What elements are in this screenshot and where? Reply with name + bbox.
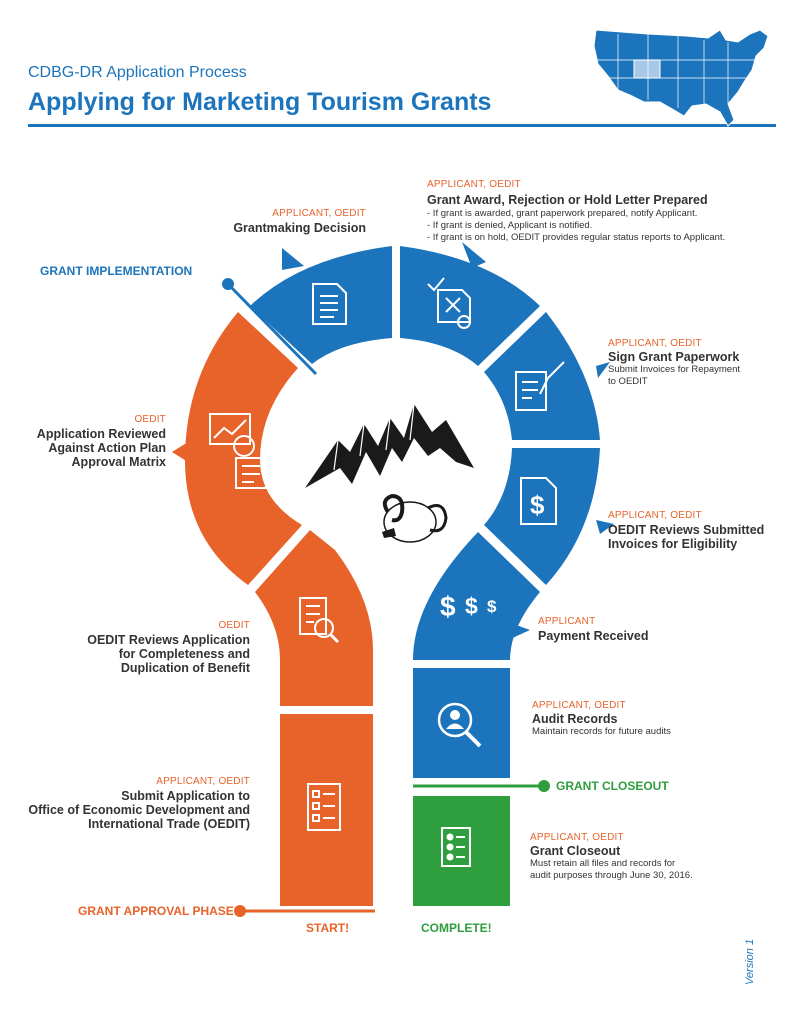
step-award-title: Grant Award, Rejection or Hold Letter Prepared bbox=[427, 193, 708, 207]
step-invoices-title-1: OEDIT Reviews Submitted bbox=[608, 523, 765, 537]
page-title: Applying for Marketing Tourism Grants bbox=[28, 88, 492, 116]
step-audit-text bbox=[532, 700, 732, 738]
step-closeout-text bbox=[530, 832, 740, 882]
step-invoices-role: APPLICANT, OEDIT bbox=[608, 510, 702, 521]
mountains-and-bighorn-ram-icon bbox=[305, 404, 474, 542]
step-reviews-role: OEDIT bbox=[218, 620, 250, 631]
step-closeout-desc-1: Must retain all files and records for bbox=[530, 858, 676, 869]
step-submit-title-2: Office of Economic Development and bbox=[28, 803, 250, 817]
step-closeout-title: Grant Closeout bbox=[530, 844, 621, 858]
step-reviews-title-3: Duplication of Benefit bbox=[120, 661, 250, 675]
step-audit-title: Audit Records bbox=[532, 712, 618, 726]
step-decision-text bbox=[180, 208, 366, 235]
phase-label-implementation: GRANT IMPLEMENTATION bbox=[40, 264, 193, 278]
step-submit-role: APPLICANT, OEDIT bbox=[156, 776, 250, 787]
step-award-desc-2: - If grant is denied, Applicant is notified. bbox=[427, 220, 593, 231]
step-award-desc-1: - If grant is awarded, grant paperwork prepared, notify Applicant. bbox=[427, 208, 698, 219]
complete-label: COMPLETE! bbox=[421, 921, 492, 935]
step-sign-title: Sign Grant Paperwork bbox=[608, 350, 740, 364]
step-invoices-text bbox=[608, 510, 778, 551]
segment-reviewed bbox=[185, 312, 302, 585]
step-payment-title: Payment Received bbox=[538, 629, 649, 643]
svg-text:$: $ bbox=[465, 593, 478, 619]
step-closeout-role: APPLICANT, OEDIT bbox=[530, 832, 624, 843]
step-award-desc-3: - If grant is on hold, OEDIT provides regular status reports to Applicant. bbox=[427, 232, 726, 243]
step-payment-role: APPLICANT bbox=[538, 616, 596, 627]
step-reviewed-role: OEDIT bbox=[134, 414, 166, 425]
phase-label-closeout: GRANT CLOSEOUT bbox=[556, 779, 669, 793]
step-audit-role: APPLICANT, OEDIT bbox=[532, 700, 626, 711]
step-invoices-title-2: Invoices for Eligibility bbox=[608, 537, 738, 551]
step-reviewed-title-2: Against Action Plan bbox=[48, 441, 166, 455]
segment-submit bbox=[280, 714, 373, 906]
step-submit-text bbox=[20, 776, 250, 831]
subtitle: CDBG-DR Application Process bbox=[28, 64, 247, 81]
phase-label-approval: GRANT APPROVAL PHASE bbox=[78, 904, 234, 918]
step-award-text bbox=[427, 179, 767, 244]
step-reviewed-title-3: Approval Matrix bbox=[71, 455, 166, 469]
step-award-role: APPLICANT, OEDIT bbox=[427, 179, 521, 190]
step-reviews-title-1: OEDIT Reviews Application bbox=[87, 633, 250, 647]
step-sign-desc-2: to OEDIT bbox=[608, 376, 648, 387]
step-submit-title-3: International Trade (OEDIT) bbox=[88, 817, 250, 831]
step-closeout-desc-2: audit purposes through June 30, 2016. bbox=[530, 870, 693, 881]
svg-text:$: $ bbox=[440, 591, 456, 622]
step-reviewed-text bbox=[20, 414, 166, 469]
version-label: Version 1 bbox=[744, 938, 756, 985]
segment-closeout bbox=[413, 796, 510, 906]
step-submit-title-1: Submit Application to bbox=[121, 789, 250, 803]
step-sign-text bbox=[608, 338, 778, 388]
segment-audit bbox=[413, 668, 510, 778]
step-sign-desc-1: Submit Invoices for Repayment bbox=[608, 364, 741, 375]
step-reviews-title-2: for Completeness and bbox=[118, 647, 250, 661]
step-payment-text bbox=[538, 616, 708, 643]
step-sign-role: APPLICANT, OEDIT bbox=[608, 338, 702, 349]
step-decision-role: APPLICANT, OEDIT bbox=[272, 208, 366, 219]
step-audit-desc: Maintain records for future audits bbox=[532, 726, 671, 737]
step-decision-title: Grantmaking Decision bbox=[233, 221, 366, 235]
start-label: START! bbox=[306, 921, 350, 935]
svg-text:$: $ bbox=[487, 597, 497, 616]
step-reviewed-title-1: Application Reviewed bbox=[36, 427, 166, 441]
step-reviews-text bbox=[40, 620, 250, 675]
svg-text:$: $ bbox=[530, 490, 545, 520]
